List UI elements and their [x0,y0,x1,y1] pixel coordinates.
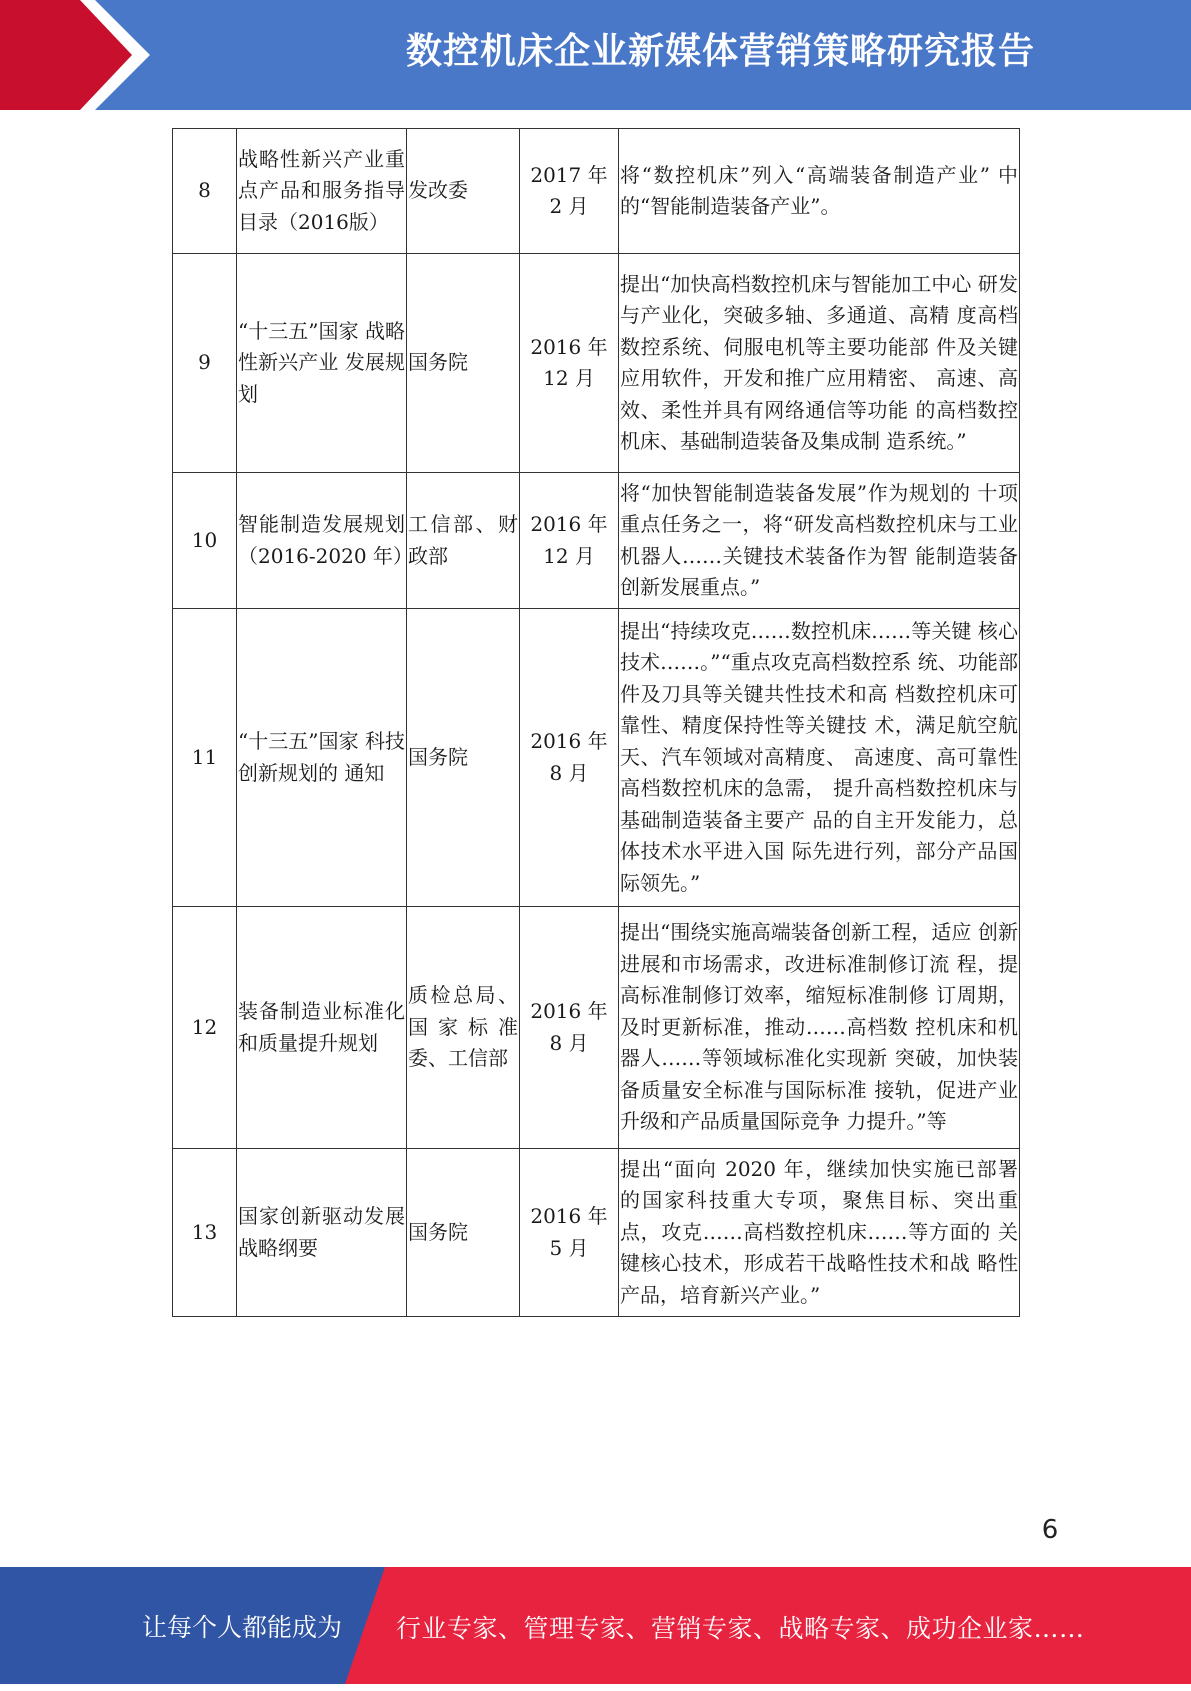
issuing-department: 国务院 [407,1149,520,1317]
policy-content: 提出“面向 2020 年，继续加快实施已部署 的国家科技重大专项，聚焦目标、突出重 点，攻克……高档数控机床……等方面的 关键核心技术，形成若干战略性技术和战 略性产品，培育新兴产业。” [619,1149,1020,1317]
header-title: 数控机床企业新媒体营销策略研究报告 [405,31,1035,72]
issue-date: 2017 年 2 月 [520,129,619,254]
issuing-department: 工信部、财政部 [407,473,520,609]
row-number: 10 [173,473,237,609]
page-number: 6 [1041,1515,1059,1545]
policy-name: 国家创新驱动发展战略纲要 [237,1149,407,1317]
policy-content: 提出“加快高档数控机床与智能加工中心 研发与产业化，突破多轴、多通道、高精 度高档数控系统、伺服电机等主要功能部 件及关键应用软件，开发和推广应用精密、 高速、高效、柔性并具有网络通信等功能 的高档数控机床、基础制造装备及集成制 造系统。” [619,254,1020,473]
issue-date: 2016 年 12 月 [520,473,619,609]
issuing-department: 发改委 [407,129,520,254]
policy-name: 战略性新兴产业重点产品和服务指导目录（2016版） [237,129,407,254]
row-number: 12 [173,907,237,1149]
policy-name: 装备制造业标准化和质量提升规划 [237,907,407,1149]
footer-slogan-left: 让每个人都能成为 [142,1613,343,1642]
issue-date: 2016 年 8 月 [520,907,619,1149]
issue-date: 2016 年 5 月 [520,1149,619,1317]
page-footer [0,1567,1191,1684]
policy-content: 提出“持续攻克……数控机床……等关键 核心技术……。”“重点攻克高档数控系 统、功能部件及刀具等关键共性技术和高 档数控机床可靠性、精度保持性等关键技 术，满足航空航天、汽车领域对高精度、 高速度、高可靠性高档数控机床的急需， 提升高档数控机床与基础制造装备主要产 品的自主开发能力，总体技术水平进入国 际先进行列，部分产品国际领先。” [619,609,1020,907]
policy-name: 智能制造发展规划（2016-2020 年） [237,473,407,609]
row-number: 13 [173,1149,237,1317]
table-row [173,1149,1020,1317]
issue-date: 2016 年 8 月 [520,609,619,907]
row-number: 11 [173,609,237,907]
policy-name: “十三五”国家 战略性新兴产业 发展规划 [237,254,407,473]
policy-name: “十三五”国家 科技创新规划的 通知 [237,609,407,907]
policy-content: 将“加快智能制造装备发展”作为规划的 十项重点任务之一，将“研发高档数控机床与工业机器人……关键技术装备作为智 能制造装备创新发展重点。” [619,473,1020,609]
footer-slogan-right: 行业专家、管理专家、营销专家、战略专家、成功企业家…… [396,1614,1085,1643]
table-row [173,907,1020,1149]
policy-table [172,128,1020,1317]
table-row [173,609,1020,907]
issuing-department: 质检总局、国家标准委、工信部 [407,907,520,1149]
issuing-department: 国务院 [407,254,520,473]
row-number: 9 [173,254,237,473]
table-row [173,473,1020,609]
issue-date: 2016 年 12 月 [520,254,619,473]
page-header [0,0,1191,110]
policy-content: 提出“围绕实施高端装备创新工程，适应 创新进展和市场需求，改进标准制修订流 程，提高标准制修订效率，缩短标准制修 订周期，及时更新标准，推动……高档数 控机床和机器人……等领域标准化实现新 突破，加快装备质量安全标准与国际标准 接轨，促进产业升级和产品质量国际竞争 力提升。”等 [619,907,1020,1149]
issuing-department: 国务院 [407,609,520,907]
row-number: 8 [173,129,237,254]
table-row [173,129,1020,254]
table-row [173,254,1020,473]
policy-content: 将“数控机床”列入“高端装备制造产业” 中的“智能制造装备产业”。 [619,129,1020,254]
